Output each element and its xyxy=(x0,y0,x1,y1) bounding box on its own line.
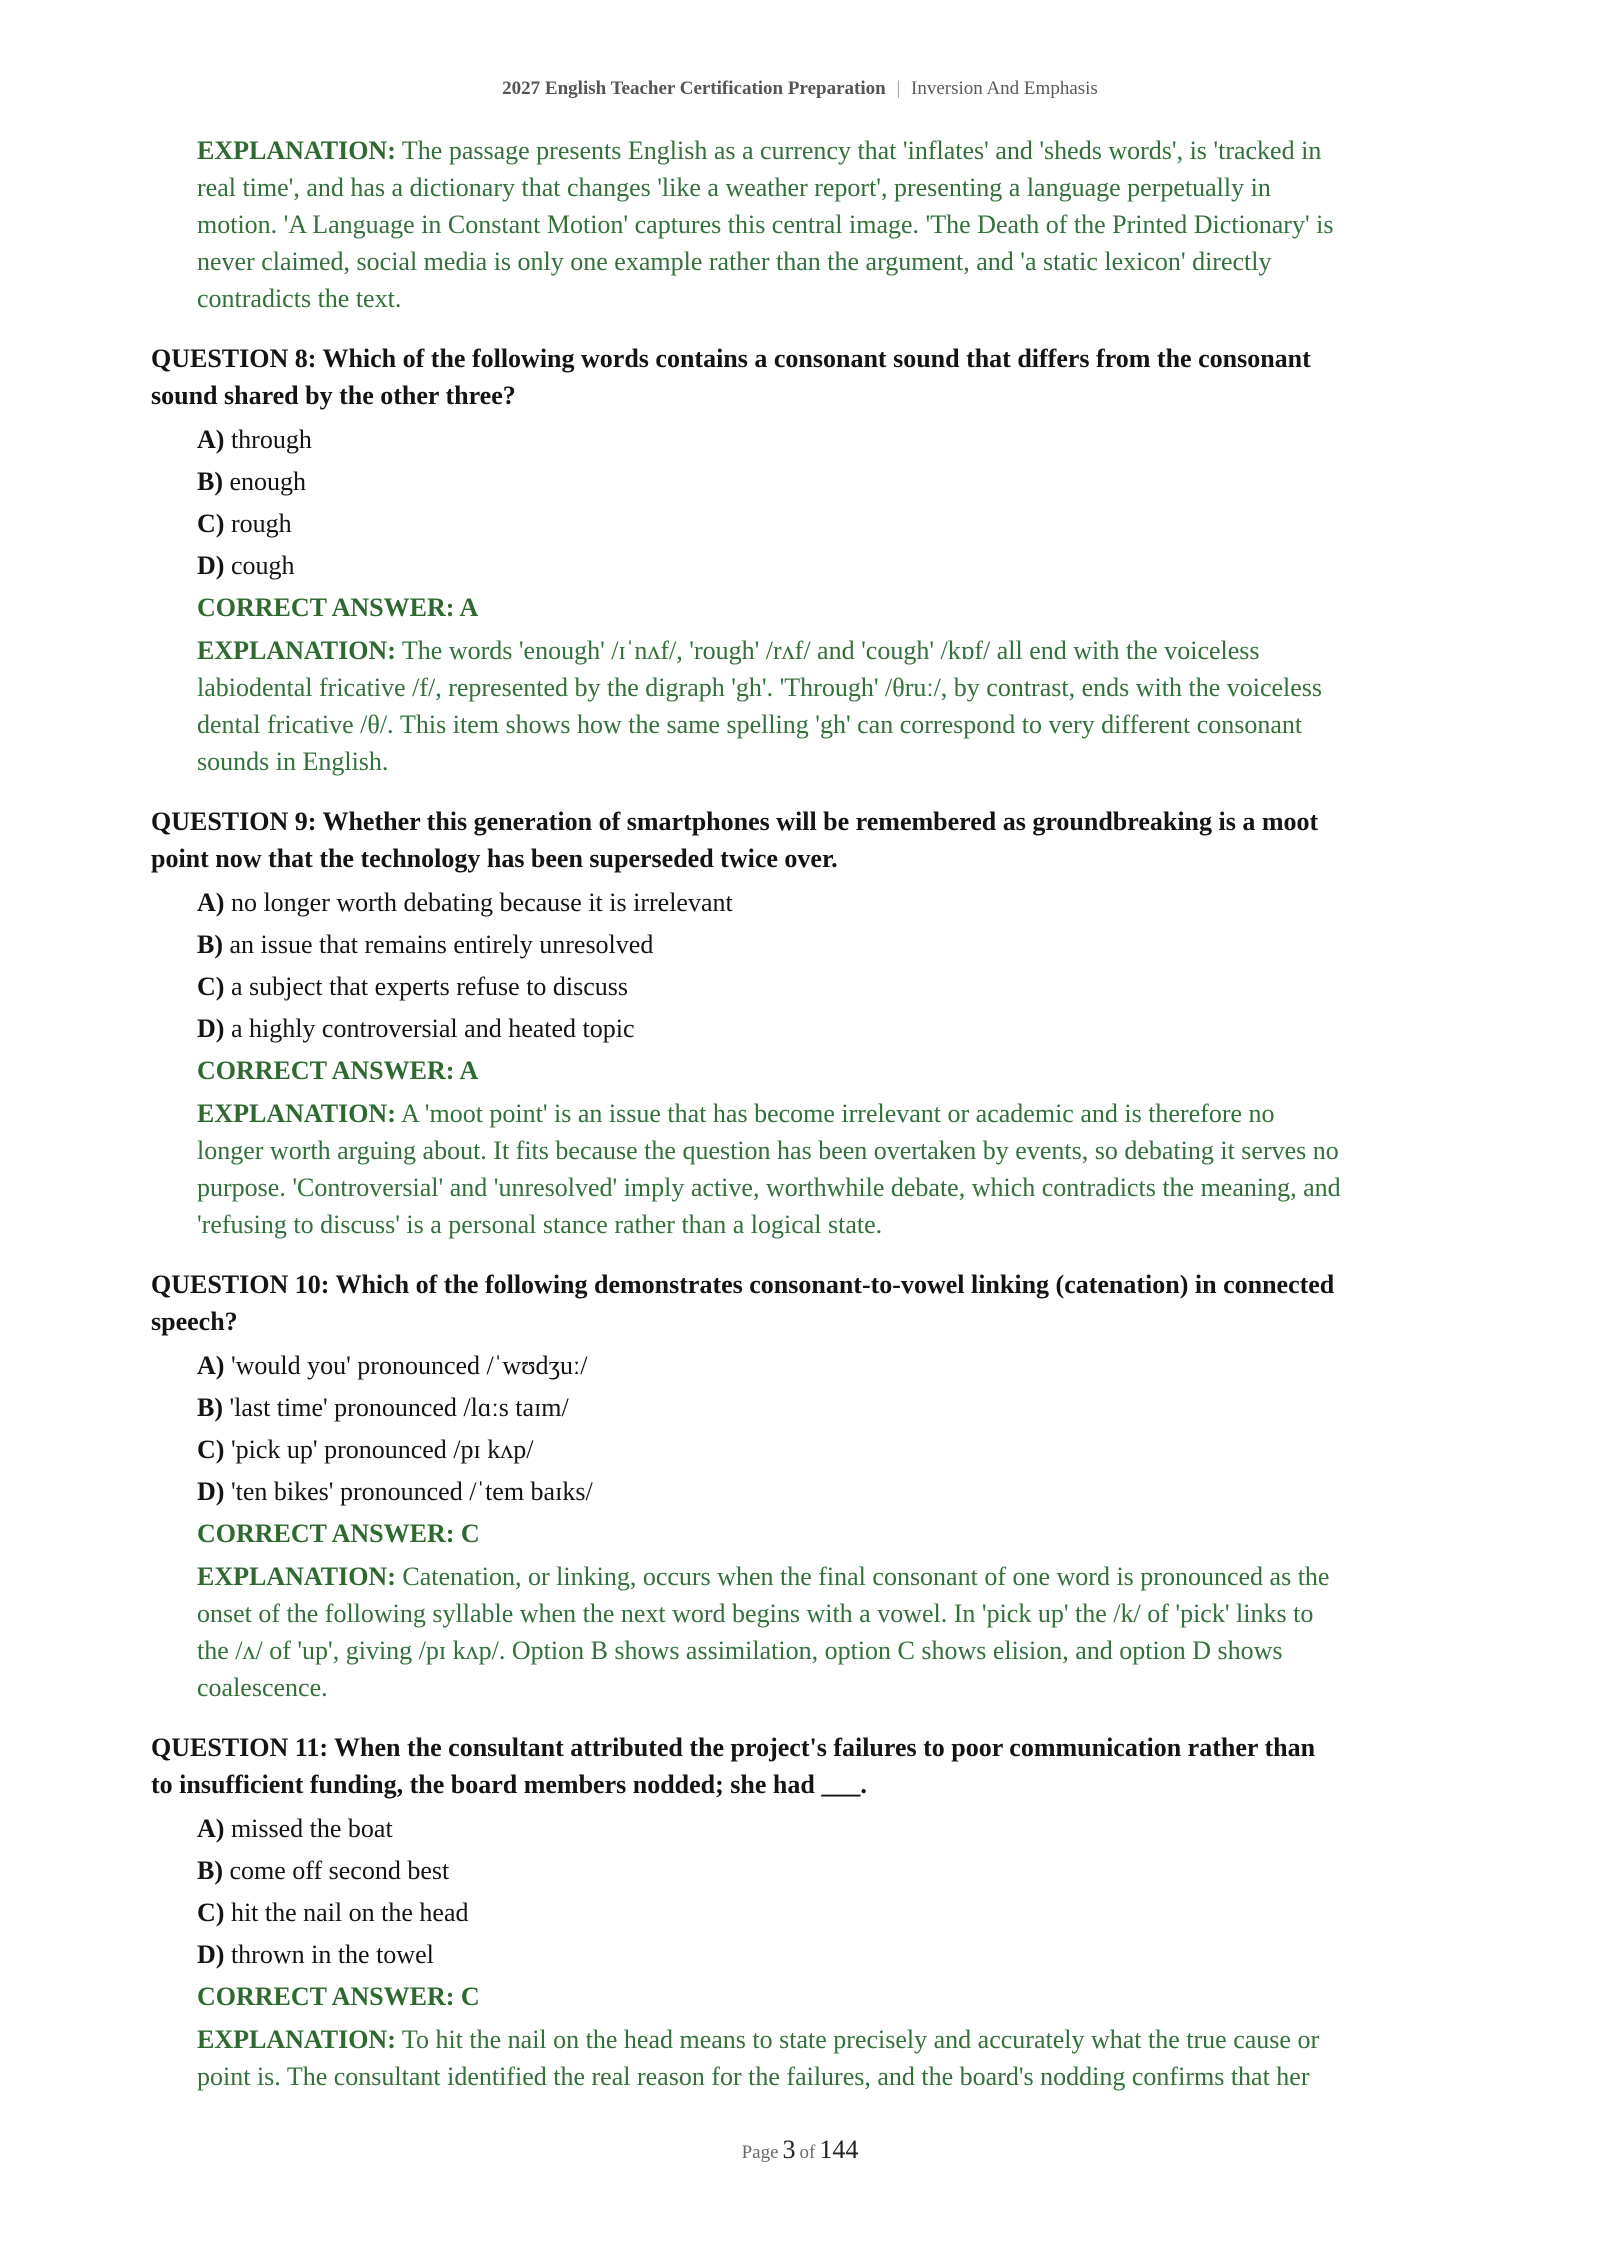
explanation-line: labiodental fricative /f/, represented by the digraph 'gh'. 'Through' /θruː/, by contrast, ends with the voiceless xyxy=(197,673,1323,702)
option-text: 'ten bikes' pronounced /ˈtem baɪks/ xyxy=(230,1477,593,1506)
explanation-line: the /ʌ/ of 'up', giving /pɪ kʌp/. Option B shows assimilation, option C shows elision, and option D shows xyxy=(197,1636,1283,1665)
question-10 xyxy=(0,1266,1600,1706)
explanation-block xyxy=(0,1095,1600,1243)
total-pages: 144 xyxy=(819,2135,859,2164)
option-letter: A) xyxy=(197,1814,225,1843)
option-text: no longer worth debating because it is irrelevant xyxy=(230,888,733,917)
option-text: 'would you' pronounced /ˈwʊdʒuː/ xyxy=(230,1351,588,1380)
explanation-text: Catenation, or linking, occurs when the final consonant of one word is pronounced as the xyxy=(402,1562,1330,1591)
option-b xyxy=(197,461,1600,503)
option-a xyxy=(197,1345,1600,1387)
explanation-line: motion. 'A Language in Constant Motion' captures this central image. 'The Death of the Printed Dictionary' is xyxy=(197,210,1334,239)
option-letter: B) xyxy=(197,1856,223,1885)
explanation-text: The passage presents English as a currency that 'inflates' and 'sheds words', is 'tracked in xyxy=(401,136,1322,165)
explanation-label: EXPLANATION: xyxy=(197,636,396,665)
question-text: Whether this generation of smartphones will be remembered as groundbreaking is a moot xyxy=(322,807,1319,836)
question-stem xyxy=(0,340,1600,414)
explanation-label: EXPLANATION: xyxy=(197,2025,396,2054)
header-course-title: 2027 English Teacher Certification Preparation xyxy=(502,78,886,99)
explanation-line: 'refusing to discuss' is a personal stance rather than a logical state. xyxy=(197,1210,883,1239)
question-text: Which of the following words contains a consonant sound that differs from the consonant xyxy=(322,344,1311,373)
question-line: to insufficient funding, the board members nodded; she had ___. xyxy=(151,1770,867,1799)
explanation-block xyxy=(0,1558,1600,1706)
question-line xyxy=(151,1729,1600,1766)
option-text: a subject that experts refuse to discuss xyxy=(230,972,629,1001)
explanation-label: EXPLANATION: xyxy=(197,1562,396,1591)
option-letter: D) xyxy=(197,1940,225,1969)
option-c xyxy=(197,1429,1600,1471)
option-letter: C) xyxy=(197,972,225,1001)
page-number: 3 xyxy=(782,2135,796,2164)
option-letter: B) xyxy=(197,1393,223,1422)
question-stem xyxy=(0,1729,1600,1803)
explanation-line: contradicts the text. xyxy=(197,284,402,313)
option-d xyxy=(197,1471,1600,1513)
explanation-line: onset of the following syllable when the next word begins with a vowel. In 'pick up' the /k/ of 'pick' links to xyxy=(197,1599,1314,1628)
of-word: of xyxy=(799,2142,816,2163)
option-c xyxy=(197,503,1600,545)
option-b xyxy=(197,1850,1600,1892)
header-separator: | xyxy=(896,78,901,99)
option-text: cough xyxy=(230,551,295,580)
header-section-title: Inversion And Emphasis xyxy=(911,78,1098,99)
question-8 xyxy=(0,340,1600,780)
explanation-line xyxy=(197,1095,1600,1132)
option-text: through xyxy=(230,425,312,454)
question-text: Which of the following demonstrates consonant-to-vowel linking (catenation) in connected xyxy=(335,1270,1335,1299)
correct-answer: CORRECT ANSWER: C xyxy=(197,1519,480,1548)
explanation-line: coalescence. xyxy=(197,1673,328,1702)
option-d xyxy=(197,1934,1600,1976)
option-a xyxy=(197,882,1600,924)
question-stem xyxy=(0,803,1600,877)
option-text: missed the boat xyxy=(230,1814,393,1843)
running-header xyxy=(0,74,1600,104)
option-text: 'pick up' pronounced /pɪ kʌp/ xyxy=(230,1435,534,1464)
answer-options xyxy=(0,1808,1600,1976)
option-letter: B) xyxy=(197,930,223,959)
explanation-line: sounds in English. xyxy=(197,747,389,776)
correct-answer: CORRECT ANSWER: A xyxy=(197,1056,479,1085)
explanation-line: dental fricative /θ/. This item shows how the same spelling 'gh' can correspond to very different consonant xyxy=(197,710,1303,739)
option-text: a highly controversial and heated topic xyxy=(230,1014,635,1043)
option-text: enough xyxy=(229,467,307,496)
question-11 xyxy=(0,1729,1600,2095)
option-d xyxy=(197,545,1600,587)
option-letter: A) xyxy=(197,888,225,917)
answer-options xyxy=(0,1345,1600,1513)
correct-answer: CORRECT ANSWER: C xyxy=(197,1982,480,2011)
option-text: 'last time' pronounced /lɑːs taɪm/ xyxy=(229,1393,569,1422)
question-stem xyxy=(0,1266,1600,1340)
explanation-line xyxy=(197,632,1600,669)
explanation-line: real time', and has a dictionary that changes 'like a weather report', presenting a language perpetually in xyxy=(197,173,1271,202)
explanation-block xyxy=(0,132,1600,317)
page-word: Page xyxy=(741,2142,779,2163)
option-a xyxy=(197,1808,1600,1850)
option-letter: C) xyxy=(197,1898,225,1927)
question-number: QUESTION 9: xyxy=(151,807,317,836)
question-number: QUESTION 10: xyxy=(151,1270,330,1299)
option-text: hit the nail on the head xyxy=(230,1898,469,1927)
option-letter: C) xyxy=(197,1435,225,1464)
question-number: QUESTION 8: xyxy=(151,344,317,373)
question-line: point now that the technology has been superseded twice over. xyxy=(151,844,838,873)
explanation-line xyxy=(197,1558,1600,1595)
option-text: rough xyxy=(230,509,292,538)
answer-options xyxy=(0,882,1600,1050)
explanation-line: purpose. 'Controversial' and 'unresolved' imply active, worthwhile debate, which contradicts the meaning, and xyxy=(197,1173,1341,1202)
question-number: QUESTION 11: xyxy=(151,1733,328,1762)
explanation-line xyxy=(197,132,1600,169)
option-letter: B) xyxy=(197,467,223,496)
option-letter: A) xyxy=(197,1351,225,1380)
explanation-line: longer worth arguing about. It fits because the question has been overtaken by events, so debating it serves no xyxy=(197,1136,1339,1165)
explanation-text: A 'moot point' is an issue that has become irrelevant or academic and is therefore no xyxy=(400,1099,1275,1128)
option-letter: D) xyxy=(197,1014,225,1043)
question-line xyxy=(151,1266,1600,1303)
question-line: speech? xyxy=(151,1307,238,1336)
option-c xyxy=(197,1892,1600,1934)
explanation-label: EXPLANATION: xyxy=(197,136,396,165)
option-text: come off second best xyxy=(229,1856,450,1885)
question-line: sound shared by the other three? xyxy=(151,381,516,410)
question-9 xyxy=(0,803,1600,1243)
option-c xyxy=(197,966,1600,1008)
option-b xyxy=(197,1387,1600,1429)
option-letter: D) xyxy=(197,551,225,580)
option-text: an issue that remains entirely unresolved xyxy=(229,930,654,959)
page-footer xyxy=(0,2130,1600,2170)
option-d xyxy=(197,1008,1600,1050)
question-line xyxy=(151,803,1600,840)
option-letter: A) xyxy=(197,425,225,454)
answer-options xyxy=(0,419,1600,587)
option-a xyxy=(197,419,1600,461)
option-b xyxy=(197,924,1600,966)
explanation-line: point is. The consultant identified the real reason for the failures, and the board's nodding confirms that her xyxy=(197,2062,1310,2091)
explanation-text: The words 'enough' /ɪˈnʌf/, 'rough' /rʌf/ and 'cough' /kɒf/ all end with the voiceless xyxy=(401,636,1260,665)
explanation-block xyxy=(0,632,1600,780)
option-text: thrown in the towel xyxy=(230,1940,434,1969)
explanation-line xyxy=(197,2021,1600,2058)
explanation-block xyxy=(0,2021,1600,2095)
question-text: When the consultant attributed the project's failures to poor communication rather than xyxy=(334,1733,1316,1762)
explanation-text: To hit the nail on the head means to state precisely and accurately what the true cause or xyxy=(401,2025,1320,2054)
question-line xyxy=(151,340,1600,377)
option-letter: C) xyxy=(197,509,225,538)
explanation-line: never claimed, social media is only one example rather than the argument, and 'a static lexicon' directly xyxy=(197,247,1272,276)
page-content xyxy=(0,132,1600,2095)
correct-answer: CORRECT ANSWER: A xyxy=(197,593,479,622)
explanation-label: EXPLANATION: xyxy=(197,1099,396,1128)
option-letter: D) xyxy=(197,1477,225,1506)
